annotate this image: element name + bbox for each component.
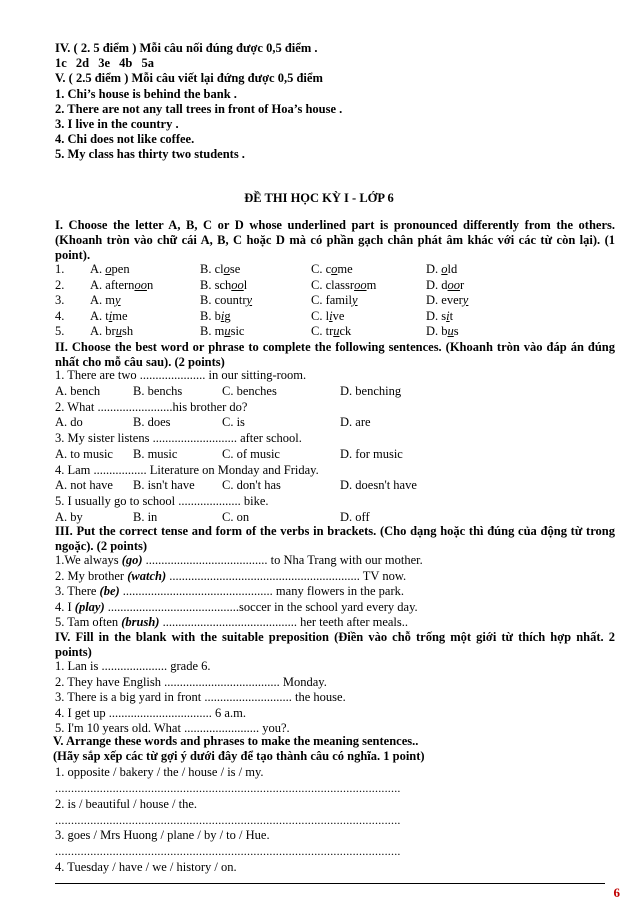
option-letter: B. bbox=[200, 308, 215, 323]
underlined-part: y bbox=[351, 293, 358, 307]
answer-dotted-line: ............................................................................................................ bbox=[55, 844, 401, 858]
answer-choice: C. of music bbox=[222, 446, 280, 461]
option bbox=[426, 309, 453, 324]
verb-in-brackets: (brush) bbox=[121, 615, 160, 629]
option bbox=[426, 293, 468, 308]
part4-instruction: IV. Fill in the blank with the suitable preposition (Điền vào chỗ trống một giới từ thích hợp nhất. 2 points) bbox=[55, 630, 615, 659]
item-number: 2. bbox=[55, 277, 65, 292]
answer-choice: A. do bbox=[55, 415, 83, 429]
verb-item bbox=[55, 615, 408, 630]
sentence-start: 2. My brother bbox=[55, 568, 128, 583]
word-prefix: classr bbox=[325, 277, 355, 292]
arrange-item: 4. Tuesday / have / we / history / on. bbox=[55, 859, 237, 874]
answer-line: 1. Chi’s house is behind the bank . bbox=[55, 87, 237, 101]
word-prefix: br bbox=[105, 324, 116, 338]
exam-title: ĐỀ THI HỌC KỲ I - LỚP 6 bbox=[244, 191, 394, 205]
answers-s4-values: 1c 2d 3e 4b 5a bbox=[55, 56, 154, 70]
option bbox=[200, 262, 240, 277]
answer-choice: B. benchs bbox=[133, 383, 183, 398]
word-suffix: ve bbox=[332, 308, 345, 323]
option bbox=[200, 324, 244, 339]
sentence-start: 3. There bbox=[55, 584, 100, 598]
answers-s4-header: IV. ( 2. 5 điểm ) Mỗi câu nối đúng được 0,5 điểm . bbox=[55, 41, 318, 55]
word-prefix: t bbox=[105, 308, 109, 323]
option-letter: C. bbox=[311, 324, 326, 338]
sentence-end: ....................................... to Nha Trang with our mother. bbox=[142, 553, 423, 567]
word-prefix: sch bbox=[214, 277, 232, 292]
verb-in-brackets: (go) bbox=[121, 553, 143, 567]
sentence-start: 4. I bbox=[55, 599, 75, 614]
word-prefix: c bbox=[325, 262, 332, 276]
option-letter: A. bbox=[90, 308, 106, 323]
answer-line: 4. Chi does not like coffee. bbox=[55, 132, 195, 146]
part2-instruction: II. Choose the best word or phrase to complete the following sentences. (Khoanh tròn vào đáp án đúng nhất cho mỗ câu sau). (2 points) bbox=[55, 340, 615, 369]
option bbox=[426, 324, 459, 339]
answer-choice: C. don't has bbox=[222, 478, 281, 492]
word-prefix: aftern bbox=[105, 277, 135, 292]
word-suffix: n bbox=[146, 277, 154, 292]
word-prefix: cl bbox=[214, 262, 224, 276]
part3-instruction: III. Put the correct tense and form of the verbs in brackets. (Cho dạng hoặc thì đúng của động từ trong ngoặc). (2 points) bbox=[55, 524, 615, 553]
option bbox=[426, 262, 457, 277]
underlined-part: o bbox=[223, 262, 230, 276]
sentence-end: ........................................... her teeth after meals.. bbox=[159, 615, 409, 629]
option-letter: B. bbox=[200, 262, 215, 276]
verb-in-brackets: (watch) bbox=[127, 568, 167, 583]
preposition-item: 2. They have English ..................................... Monday. bbox=[55, 674, 327, 689]
option bbox=[311, 262, 353, 277]
word-suffix: ck bbox=[339, 324, 352, 338]
verb-item bbox=[55, 584, 404, 599]
option bbox=[90, 278, 153, 293]
option bbox=[90, 293, 121, 308]
option bbox=[311, 278, 376, 293]
verb-in-brackets: (play) bbox=[74, 599, 105, 614]
option bbox=[426, 278, 464, 293]
option bbox=[90, 262, 130, 277]
option-letter: D. bbox=[426, 277, 442, 292]
preposition-item: 4. I get up ................................. 6 a.m. bbox=[55, 705, 246, 720]
answer-choice: A. not have bbox=[55, 478, 113, 492]
item-number: 3. bbox=[55, 293, 65, 307]
word-suffix: t bbox=[449, 308, 454, 323]
underlined-part: o bbox=[105, 262, 112, 276]
option bbox=[90, 324, 133, 339]
word-prefix: famil bbox=[325, 293, 352, 307]
option-letter: A. bbox=[90, 277, 106, 292]
option-letter: A. bbox=[90, 324, 106, 338]
underlined-part: i bbox=[329, 308, 333, 323]
question-text: 3. My sister listens ........................... after school. bbox=[55, 431, 302, 445]
word-prefix: d bbox=[441, 277, 448, 292]
answer-choice: C. benches bbox=[222, 383, 277, 398]
answer-choice: B. music bbox=[133, 446, 178, 461]
arrange-item: 3. goes / Mrs Huong / plane / by / to / Hue. bbox=[55, 828, 270, 842]
question-text: 4. Lam ................. Literature on Monday and Friday. bbox=[55, 462, 319, 477]
underlined-part: i bbox=[108, 308, 113, 323]
answer-line: 5. My class has thirty two students . bbox=[55, 147, 245, 161]
word-prefix: countr bbox=[214, 293, 247, 307]
underlined-part: u bbox=[115, 324, 122, 338]
answer-choice: D. doesn't have bbox=[340, 478, 417, 492]
answer-choice: C. on bbox=[222, 509, 250, 524]
word-suffix: se bbox=[229, 262, 241, 276]
underlined-part: oo bbox=[134, 277, 147, 292]
word-suffix: m bbox=[366, 277, 377, 292]
word-suffix: g bbox=[224, 308, 231, 323]
word-suffix: sh bbox=[121, 324, 134, 338]
answer-choice: A. bench bbox=[55, 383, 101, 398]
item-number: 5. bbox=[55, 324, 65, 338]
underlined-part: i bbox=[446, 308, 450, 323]
option-letter: C. bbox=[311, 293, 326, 307]
option-letter: D. bbox=[426, 308, 442, 323]
option-letter: C. bbox=[311, 262, 326, 276]
word-suffix: l bbox=[243, 277, 248, 292]
underlined-part: o bbox=[441, 262, 448, 276]
word-suffix: s bbox=[453, 324, 459, 338]
answer-choice: A. to music bbox=[55, 446, 113, 461]
answer-choice: D. are bbox=[340, 415, 371, 429]
verb-item bbox=[55, 569, 406, 584]
word-prefix: b bbox=[441, 324, 448, 338]
word-suffix: me bbox=[112, 308, 128, 323]
answer-line: 2. There are not any tall trees in front of Hoa’s house . bbox=[55, 102, 343, 116]
option bbox=[311, 293, 358, 308]
verb-in-brackets: (be) bbox=[99, 584, 120, 598]
underlined-part: y bbox=[246, 293, 253, 307]
answer-line: 3. I live in the country . bbox=[55, 117, 179, 131]
option-letter: A. bbox=[90, 262, 106, 276]
option-letter: C. bbox=[311, 277, 326, 292]
answer-choice: D. for music bbox=[340, 446, 403, 461]
verb-item bbox=[55, 600, 418, 615]
answer-choice: B. does bbox=[133, 415, 171, 429]
sentence-start: 5. Tam often bbox=[55, 615, 122, 629]
part1-instruction: I. Choose the letter A, B, C or D whose underlined part is pronounced differently from the others. (Khoanh tròn vào chữ cái A, B, C hoặc D mà có phần gạch chân phát âm khác với các từ còn lại). (1 point). bbox=[55, 218, 615, 262]
sentence-start: 1.We always bbox=[55, 553, 122, 567]
option-letter: D. bbox=[426, 293, 442, 307]
question-text: 5. I usually go to school .................... bike. bbox=[55, 494, 269, 508]
answer-dotted-line: ............................................................................................................ bbox=[55, 812, 401, 827]
word-suffix: sic bbox=[230, 324, 245, 338]
word-prefix: s bbox=[441, 308, 447, 323]
answer-choice: B. isn't have bbox=[133, 478, 195, 492]
option-letter: D. bbox=[426, 324, 442, 338]
item-number: 4. bbox=[55, 308, 65, 323]
word-suffix: r bbox=[460, 277, 465, 292]
arrange-item: 1. opposite / bakery / the / house / is / my. bbox=[55, 765, 264, 779]
option-letter: C. bbox=[311, 308, 326, 323]
footer-rule bbox=[55, 883, 605, 884]
option bbox=[200, 309, 231, 324]
word-suffix: pen bbox=[111, 262, 130, 276]
word-suffix: ld bbox=[447, 262, 458, 276]
underlined-part: u bbox=[447, 324, 454, 338]
verb-item bbox=[55, 553, 423, 568]
option bbox=[311, 324, 351, 339]
answer-dotted-line: ............................................................................................................ bbox=[55, 781, 401, 795]
underlined-part: o bbox=[331, 262, 338, 276]
option bbox=[311, 309, 344, 324]
underlined-part: oo bbox=[447, 277, 461, 292]
underlined-part: oo bbox=[231, 277, 244, 292]
question-text: 1. There are two ..................... in our sitting-room. bbox=[55, 368, 307, 382]
word-prefix: ever bbox=[441, 293, 463, 307]
underlined-part: i bbox=[220, 308, 225, 323]
underlined-part: y bbox=[462, 293, 469, 307]
word-prefix: b bbox=[214, 308, 221, 323]
answers-s5-header: V. ( 2.5 điểm ) Mỗi câu viết lại đứng được 0,5 điểm bbox=[55, 71, 323, 85]
option bbox=[90, 309, 128, 324]
underlined-part: oo bbox=[354, 277, 367, 292]
sentence-end: ..........................................soccer in the school yard every day. bbox=[104, 599, 418, 614]
word-prefix: m bbox=[105, 293, 116, 307]
word-suffix: me bbox=[337, 262, 353, 276]
item-number: 1. bbox=[55, 262, 65, 276]
underlined-part: u bbox=[333, 324, 340, 338]
option-letter: B. bbox=[200, 293, 215, 307]
word-prefix: l bbox=[325, 308, 330, 323]
arrange-item: 2. is / beautiful / house / the. bbox=[55, 796, 197, 811]
preposition-item: 3. There is a big yard in front ............................ the house. bbox=[55, 690, 346, 704]
answer-choice: B. in bbox=[133, 509, 158, 524]
underlined-part: y bbox=[115, 293, 121, 307]
question-text: 2. What ........................his brother do? bbox=[55, 399, 248, 414]
option-letter: B. bbox=[200, 324, 215, 338]
underlined-part: u bbox=[224, 324, 231, 338]
part5-instruction: V. Arrange these words and phrases to make the meaning sentences.. (Hãy sắp xếp các từ gợi ý dưới đây để tạo thành câu có nghĩa. 1 point) bbox=[53, 734, 425, 763]
answer-choice: D. benching bbox=[340, 383, 402, 398]
option bbox=[200, 293, 252, 308]
sentence-end: ................................................ many flowers in the park. bbox=[119, 584, 405, 598]
option-letter: B. bbox=[200, 277, 215, 292]
preposition-item: 1. Lan is ..................... grade 6. bbox=[55, 659, 211, 673]
word-prefix: tr bbox=[325, 324, 334, 338]
option-letter: D. bbox=[426, 262, 442, 276]
option bbox=[200, 278, 247, 293]
answer-choice: A. by bbox=[55, 509, 83, 524]
page-number: 6 bbox=[613, 885, 620, 900]
answer-choice: D. off bbox=[340, 509, 370, 524]
option-letter: A. bbox=[90, 293, 106, 307]
word-prefix: m bbox=[214, 324, 225, 338]
sentence-end: ............................................................. TV now. bbox=[166, 568, 407, 583]
preposition-item: 5. I'm 10 years old. What ........................ you?. bbox=[55, 721, 290, 735]
answer-choice: C. is bbox=[222, 415, 245, 429]
